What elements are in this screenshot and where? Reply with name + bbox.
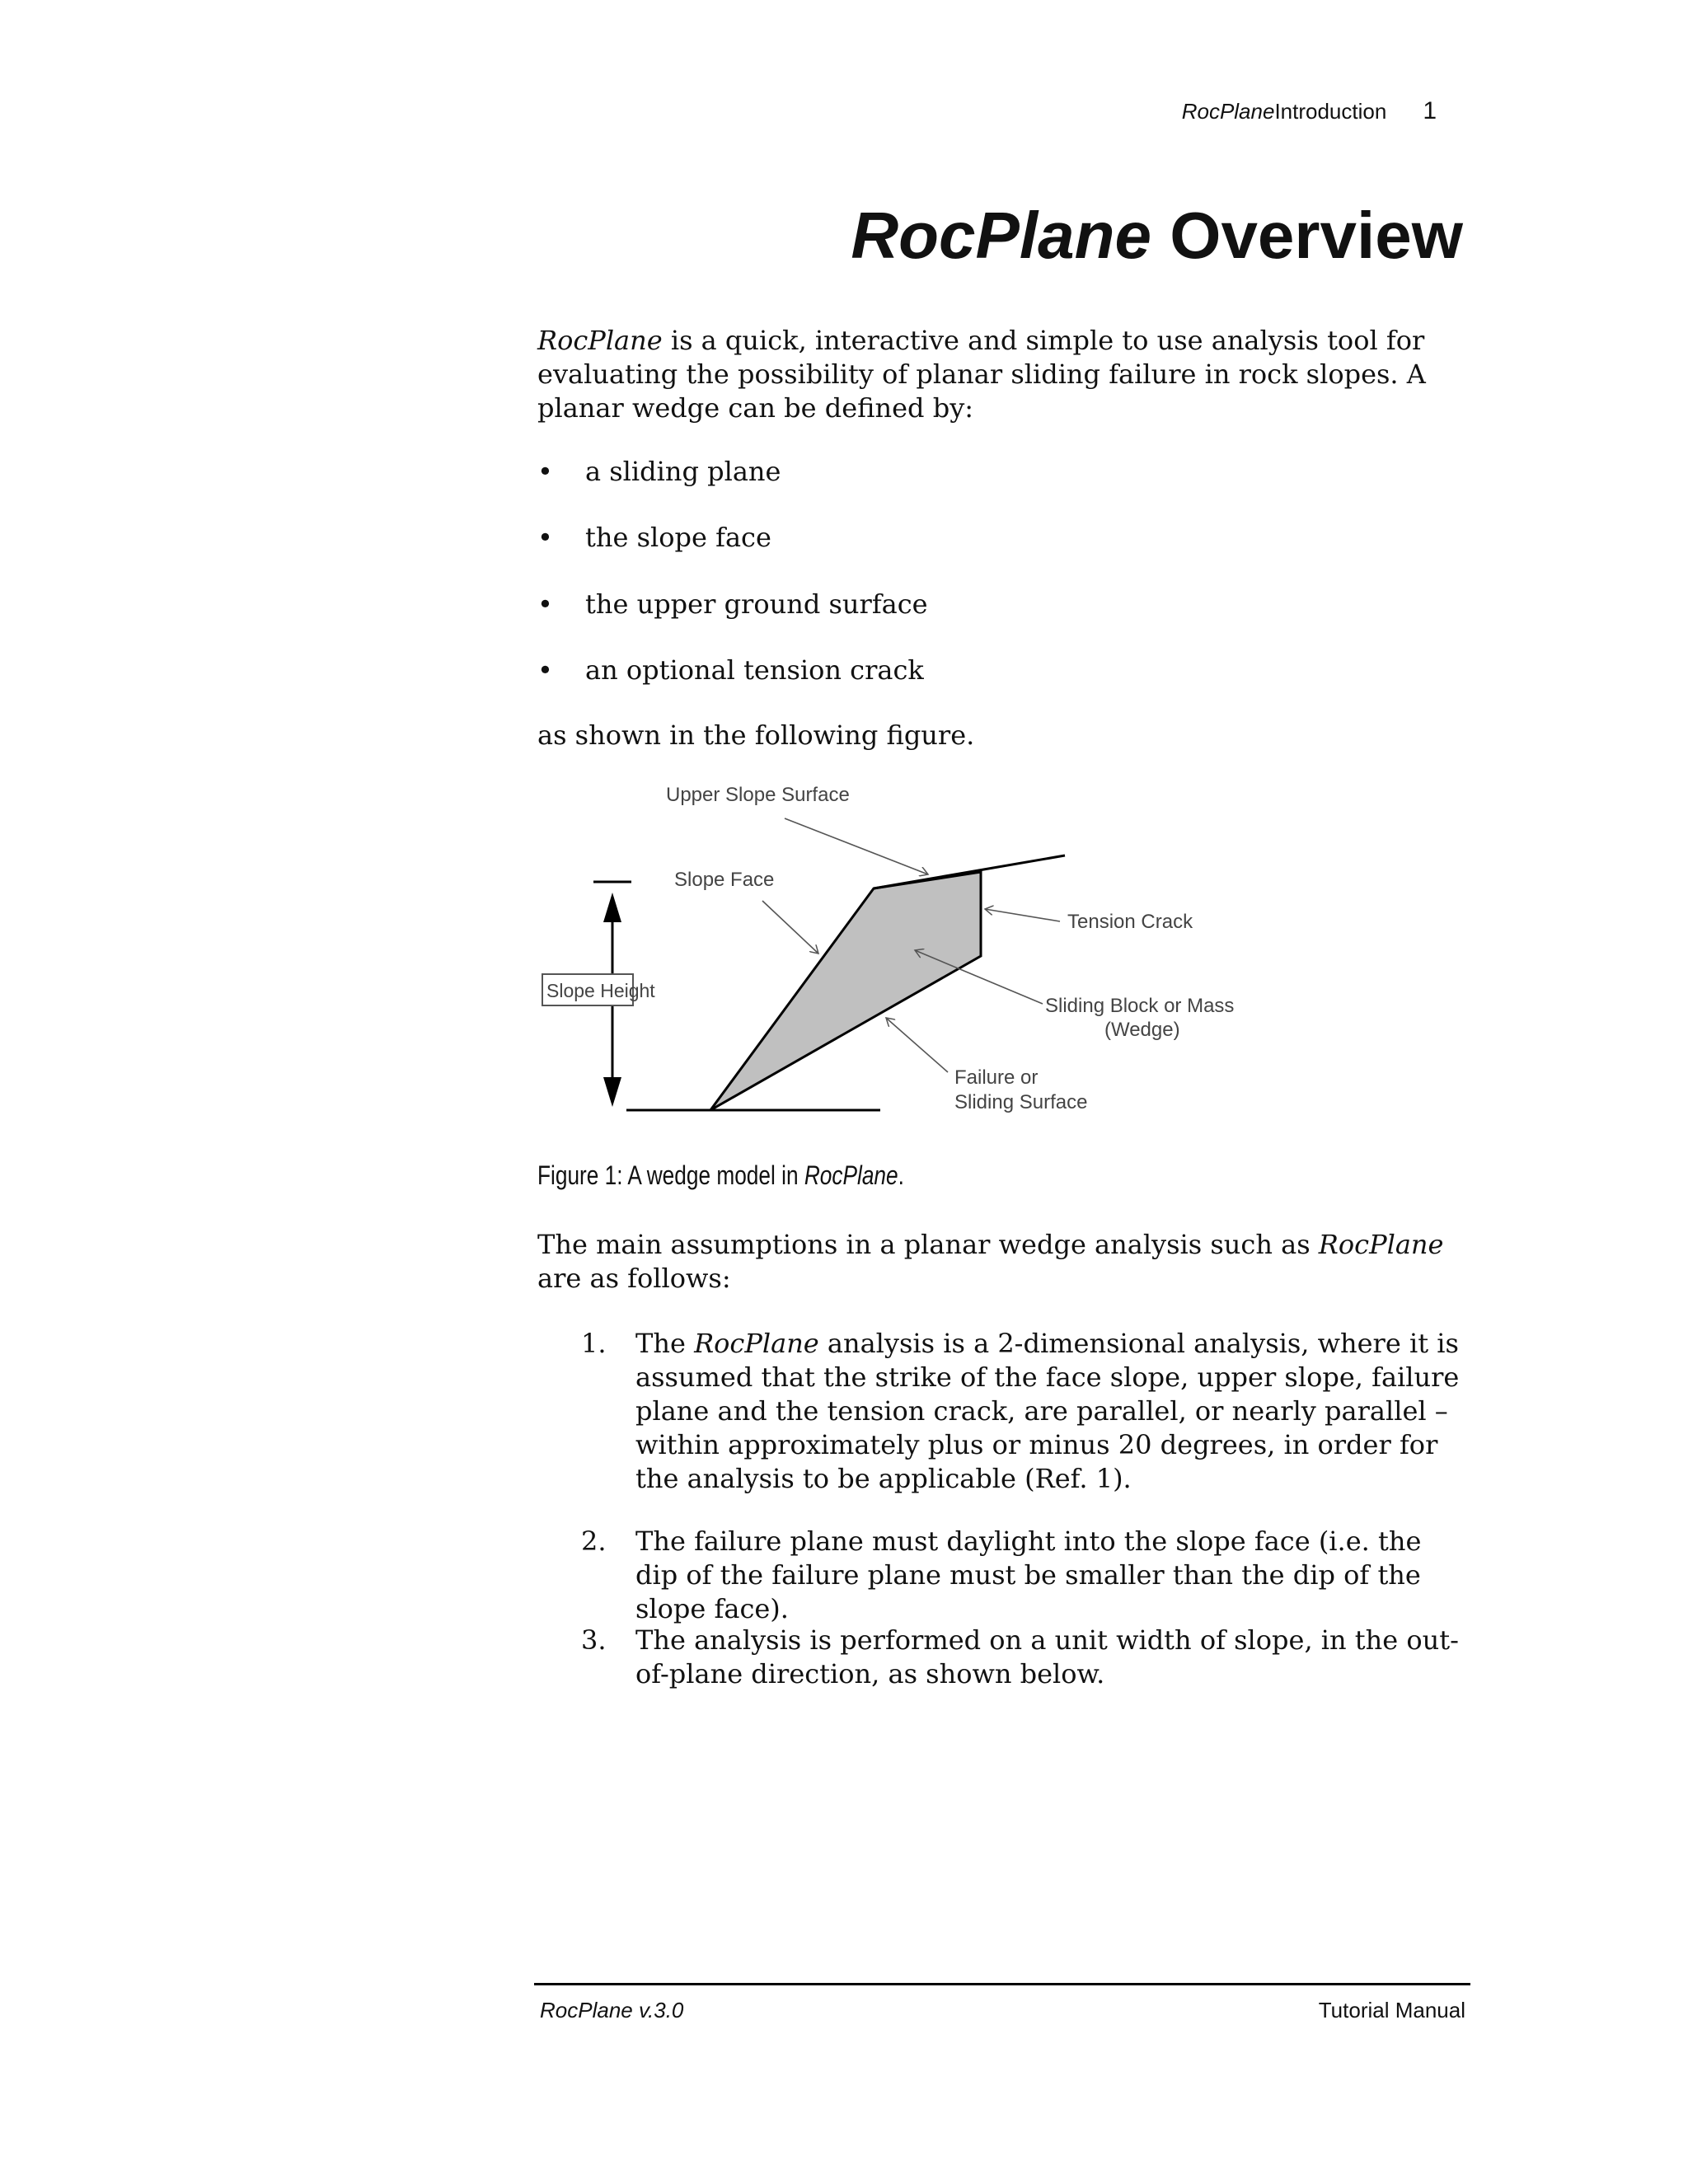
slope-height-label: Slope Height [546,980,655,1001]
bullet-text: the upper ground surface [585,588,928,620]
list-text-pre: The [635,1328,695,1359]
list-number: 2. [581,1526,607,1557]
figure-caption [537,1160,904,1191]
list-text-pre: The analysis is performed on a unit width of slope, in the out-of-plane direction, as shown below. [635,1624,1459,1690]
page-title [851,198,1463,274]
footer-right: Tutorial Manual [1318,1998,1465,2022]
after-bullets-text: as shown in the following figure. [537,719,975,751]
tension-crack-label: Tension Crack [1067,911,1193,933]
tension-crack-arrow [985,909,1060,921]
failure-arrow [886,1018,948,1072]
list-number: 3. [581,1624,607,1656]
caption-prefix: Figure 1: A wedge model in [537,1160,804,1190]
failure-label-1: Failure or [954,1066,1039,1089]
assumptions-intro [537,1228,1469,1296]
slope-face-arrow [762,901,818,954]
page-number: 1 [1423,97,1437,124]
main-pre: The main assumptions in a planar wedge analysis such as [537,1229,1319,1260]
list-text-italic: RocPlane [694,1328,819,1359]
height-arrow-down [603,1077,621,1107]
list-item [581,1624,1471,1691]
wedge-model-figure [528,771,1269,1133]
list-number: 1. [581,1328,607,1359]
main-italic: RocPlane [1318,1229,1444,1260]
bullet-text: a sliding plane [585,456,781,487]
header-title-rest: Introduction [1274,99,1387,124]
running-header [1182,97,1437,125]
list-item [581,1525,1471,1626]
bullet-item: • the upper ground surface [537,588,928,620]
caption-italic: RocPlane [804,1160,898,1190]
bullet-text: an optional tension crack [585,654,924,686]
footer-left: RocPlane v.3.0 [540,1998,684,2022]
title-italic: RocPlane [851,199,1151,272]
bullet-item: • an optional tension crack [537,654,924,686]
failure-label-2: Sliding Surface [954,1091,1088,1113]
footer-divider [534,1983,1470,1985]
bullet-item: • the slope face [537,522,771,553]
title-rest: Overview [1151,199,1463,272]
bullet-item: • a sliding plane [537,456,781,487]
list-item [581,1327,1471,1496]
height-arrow-up [603,893,621,922]
intro-italic: RocPlane [537,325,663,356]
list-text-post: analysis is a 2-dimensional analysis, where it is assumed that the strike of the face slope, upper slope, failure plane and the tension crack, are parallel, or nearly parallel – within approximately plus or minus 20 degrees, in order for the analysis to be applicable (Ref. 1). [635,1328,1460,1494]
sliding-block-label-1: Sliding Block or Mass [1045,995,1235,1017]
header-title-italic: RocPlane [1181,99,1275,124]
slope-face-label: Slope Face [674,869,775,891]
sliding-block-label-2: (Wedge) [1104,1019,1180,1041]
main-post: are as follows: [537,1263,731,1294]
sliding-wedge [710,872,981,1110]
list-text-pre: The failure plane must daylight into the slope face (i.e. the dip of the failure plane must be smaller than the dip of the slope face). [635,1526,1422,1624]
upper-slope-arrow [785,818,928,874]
upper-slope-surface-label: Upper Slope Surface [666,784,850,806]
caption-suffix: . [898,1160,904,1190]
intro-text: is a quick, interactive and simple to use analysis tool for evaluating the possibility of planar sliding failure in rock slopes. A planar wedge can be defined by: [537,325,1426,424]
bullet-text: the slope face [585,522,771,553]
intro-paragraph [537,324,1469,425]
